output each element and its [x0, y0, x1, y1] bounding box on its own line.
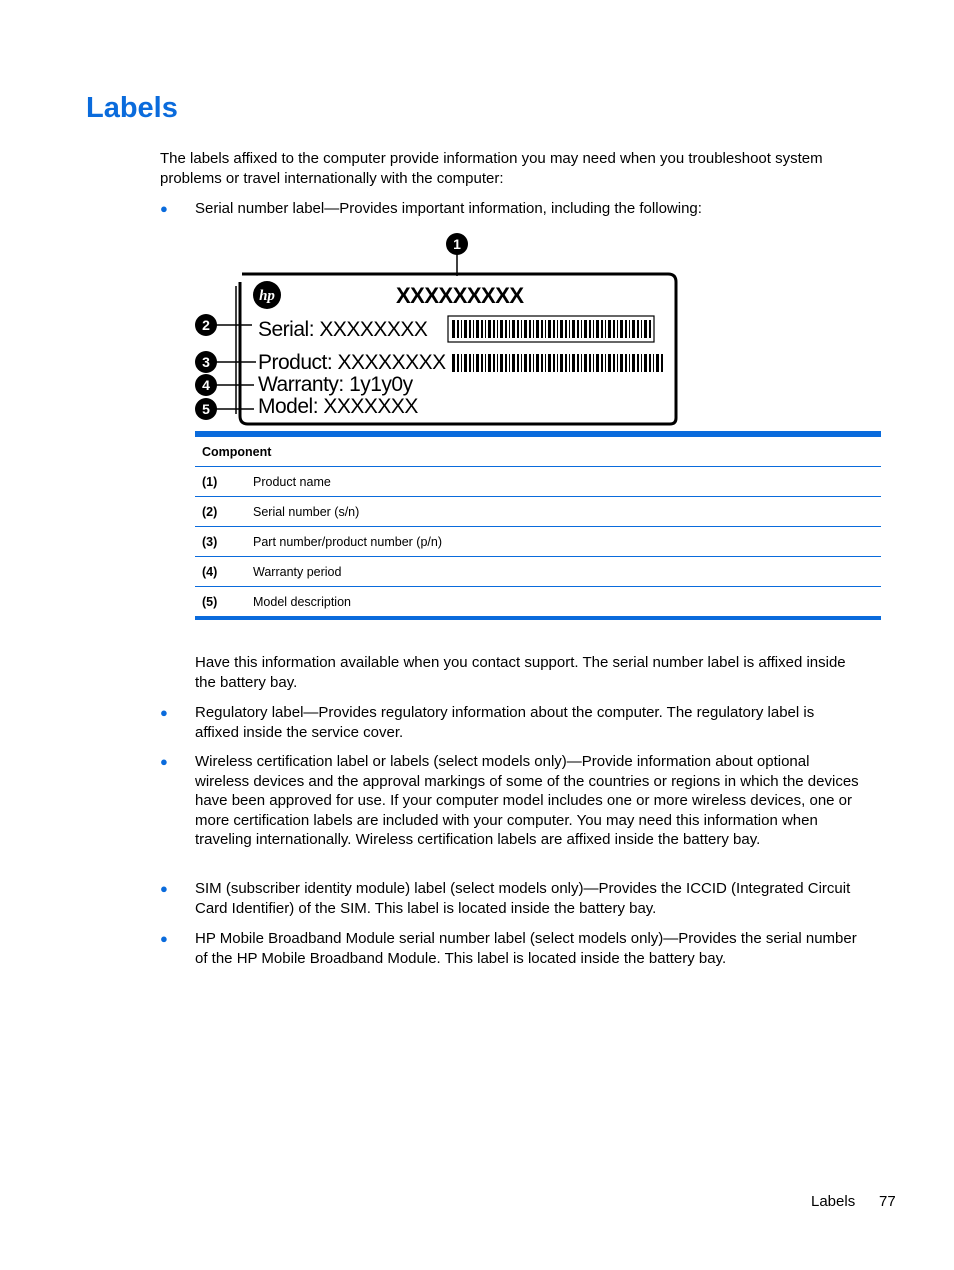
barcode-bar	[464, 320, 467, 338]
barcode-bar	[581, 320, 582, 338]
barcode-bar	[605, 320, 606, 338]
barcode-bar	[464, 354, 467, 372]
barcode-bar	[505, 354, 507, 372]
serial-barcode	[452, 320, 651, 338]
barcode-bar	[524, 320, 527, 338]
barcode-bar	[452, 320, 455, 338]
barcode-bar	[533, 320, 534, 338]
barcode-bar	[644, 354, 647, 372]
barcode-bar	[541, 354, 543, 372]
bullet-icon: ●	[160, 881, 168, 896]
barcode-bar	[485, 320, 486, 338]
bullet-text: SIM (subscriber identity module) label (select models only)—Provides the ICCID (Integrated Circuit Card Identifier) of the SIM. This label is located inside the battery bay.	[195, 880, 851, 917]
barcode-bar	[572, 320, 575, 338]
barcode-bar	[493, 320, 495, 338]
barcode-bar	[601, 320, 603, 338]
barcode-bar	[500, 354, 503, 372]
component-table	[195, 431, 881, 620]
barcode-bar	[557, 320, 558, 338]
serial-label-illustration	[190, 228, 690, 428]
bullet-icon: ●	[160, 201, 168, 216]
barcode-bar	[620, 354, 623, 372]
page-title: Labels	[86, 92, 178, 124]
label-warranty: Warranty: 1y1y0y	[258, 373, 413, 396]
barcode-bar	[548, 320, 551, 338]
barcode-bar	[509, 320, 510, 338]
barcode-bar	[500, 320, 503, 338]
barcode-bar	[584, 320, 587, 338]
barcode-bar	[548, 354, 551, 372]
barcode-bar	[476, 354, 479, 372]
barcode-bar	[497, 320, 498, 338]
barcode-bar	[589, 320, 591, 338]
serial-label-figure	[190, 228, 690, 428]
callout-5-number: 5	[202, 401, 210, 417]
barcode-bar	[596, 320, 599, 338]
barcode-bar	[593, 354, 594, 372]
bullet-text: Serial number label—Provides important information, including the following:	[195, 200, 702, 217]
barcode-bar	[536, 320, 539, 338]
barcode-bar	[476, 320, 479, 338]
barcode-bar	[529, 320, 531, 338]
barcode-bar	[605, 354, 606, 372]
barcode-bar	[656, 354, 659, 372]
barcode-bar	[469, 320, 471, 338]
barcode-bar	[637, 354, 639, 372]
hp-logo-text: hp	[259, 288, 275, 304]
barcode-bar	[565, 354, 567, 372]
barcode-bar	[505, 320, 507, 338]
barcode-bar	[457, 320, 459, 338]
barcode-bar	[517, 354, 519, 372]
barcode-bar	[649, 354, 651, 372]
table-row	[195, 587, 881, 616]
bullet-text: Wireless certification label or labels (select models only)—Provide information about optional wireless devices and the approval markings of some of the countries or regions in which the devices have been approved for use. If your computer model includes one or more wireless devices, one or more certification labels are included with your computer. You may need this information when traveling internationally. Wireless certification labels are affixed inside the battery bay.	[195, 753, 859, 848]
barcode-bar	[553, 320, 555, 338]
barcode-bar	[512, 354, 515, 372]
barcode-bar	[485, 354, 486, 372]
barcode-bar	[617, 354, 618, 372]
barcode-bar	[541, 320, 543, 338]
barcode-bar	[632, 320, 635, 338]
component-description: Product name	[253, 474, 331, 489]
barcode-bar	[461, 354, 462, 372]
barcode-bar	[584, 354, 587, 372]
label-serial: Serial: XXXXXXXX	[258, 318, 428, 341]
barcode-bar	[613, 354, 615, 372]
barcode-bar	[497, 354, 498, 372]
barcode-bar	[653, 354, 654, 372]
barcode-bar	[572, 354, 575, 372]
component-description: Model description	[253, 594, 351, 609]
table-row	[195, 557, 881, 587]
barcode-bar	[641, 354, 642, 372]
barcode-bar	[577, 320, 579, 338]
component-description: Warranty period	[253, 564, 342, 579]
callout-2-number: 2	[202, 317, 210, 333]
barcode-bar	[553, 354, 555, 372]
barcode-bar	[473, 354, 474, 372]
label-product-name: XXXXXXXXX	[396, 283, 524, 308]
bullet-text: HP Mobile Broadband Module serial number label (select models only)—Provides the serial number of the HP Mobile Broadband Module. This label is located inside the battery bay.	[195, 930, 857, 967]
barcode-bar	[469, 354, 471, 372]
barcode-bar	[625, 354, 627, 372]
barcode-bar	[608, 320, 611, 338]
component-number: (2)	[202, 504, 218, 519]
barcode-bar	[536, 354, 539, 372]
component-number: (4)	[202, 564, 218, 579]
support-info-paragraph: Have this information available when you contact support. The serial number label is affixed inside the battery bay.	[195, 654, 846, 691]
barcode-bar	[488, 320, 491, 338]
barcode-bar	[473, 320, 474, 338]
barcode-bar	[457, 354, 459, 372]
barcode-bar	[488, 354, 491, 372]
label-model: Model: XXXXXXX	[258, 395, 418, 418]
table-row	[195, 527, 881, 557]
barcode-bar	[517, 320, 519, 338]
bullet-icon: ●	[160, 754, 168, 769]
bullet-icon: ●	[160, 705, 168, 720]
callout-1-number: 1	[453, 236, 461, 252]
barcode-bar	[521, 354, 522, 372]
component-number: (1)	[202, 474, 218, 489]
barcode-bar	[644, 320, 647, 338]
table-header: Component	[195, 437, 881, 467]
component-description: Part number/product number (p/n)	[253, 534, 442, 549]
barcode-bar	[557, 354, 558, 372]
intro-paragraph: The labels affixed to the computer provide information you may need when you troubleshoot system problems or travel internationally with the computer:	[160, 150, 823, 187]
callout-4-number: 4	[202, 377, 210, 393]
barcode-bar	[569, 354, 570, 372]
table-row	[195, 497, 881, 527]
bullet-text: Regulatory label—Provides regulatory information about the computer. The regulatory label is affixed inside the service cover.	[195, 704, 815, 741]
page-number: 77	[879, 1193, 896, 1210]
barcode-bar	[581, 354, 582, 372]
barcode-bar	[560, 354, 563, 372]
barcode-bar	[529, 354, 531, 372]
barcode-bar	[569, 320, 570, 338]
barcode-bar	[617, 320, 618, 338]
barcode-bar	[509, 354, 510, 372]
barcode-bar	[461, 320, 462, 338]
component-number: (5)	[202, 594, 218, 609]
barcode-bar	[589, 354, 591, 372]
component-number: (3)	[202, 534, 218, 549]
barcode-bar	[629, 354, 630, 372]
barcode-bar	[481, 354, 483, 372]
barcode-bar	[601, 354, 603, 372]
barcode-bar	[512, 320, 515, 338]
barcode-bar	[625, 320, 627, 338]
barcode-bar	[613, 320, 615, 338]
barcode-bar	[641, 320, 642, 338]
barcode-bar	[521, 320, 522, 338]
barcode-bar	[493, 354, 495, 372]
barcode-bar	[452, 354, 455, 372]
barcode-bar	[593, 320, 594, 338]
barcode-bar	[620, 320, 623, 338]
barcode-bar	[560, 320, 563, 338]
barcode-bar	[632, 354, 635, 372]
table-row	[195, 467, 881, 497]
barcode-bar	[637, 320, 639, 338]
barcode-bar	[565, 320, 567, 338]
label-part-number: Product: XXXXXXXX	[258, 351, 446, 374]
bullet-icon: ●	[160, 931, 168, 946]
footer-section-title: Labels	[811, 1193, 856, 1210]
barcode-bar	[596, 354, 599, 372]
barcode-bar	[649, 320, 651, 338]
part-number-barcode	[452, 354, 663, 372]
barcode-bar	[545, 320, 546, 338]
component-description: Serial number (s/n)	[253, 504, 360, 519]
barcode-bar	[524, 354, 527, 372]
callout-3-number: 3	[202, 354, 210, 370]
barcode-bar	[533, 354, 534, 372]
barcode-bar	[661, 354, 663, 372]
barcode-bar	[577, 354, 579, 372]
barcode-bar	[545, 354, 546, 372]
barcode-bar	[608, 354, 611, 372]
barcode-bar	[481, 320, 483, 338]
barcode-bar	[629, 320, 630, 338]
